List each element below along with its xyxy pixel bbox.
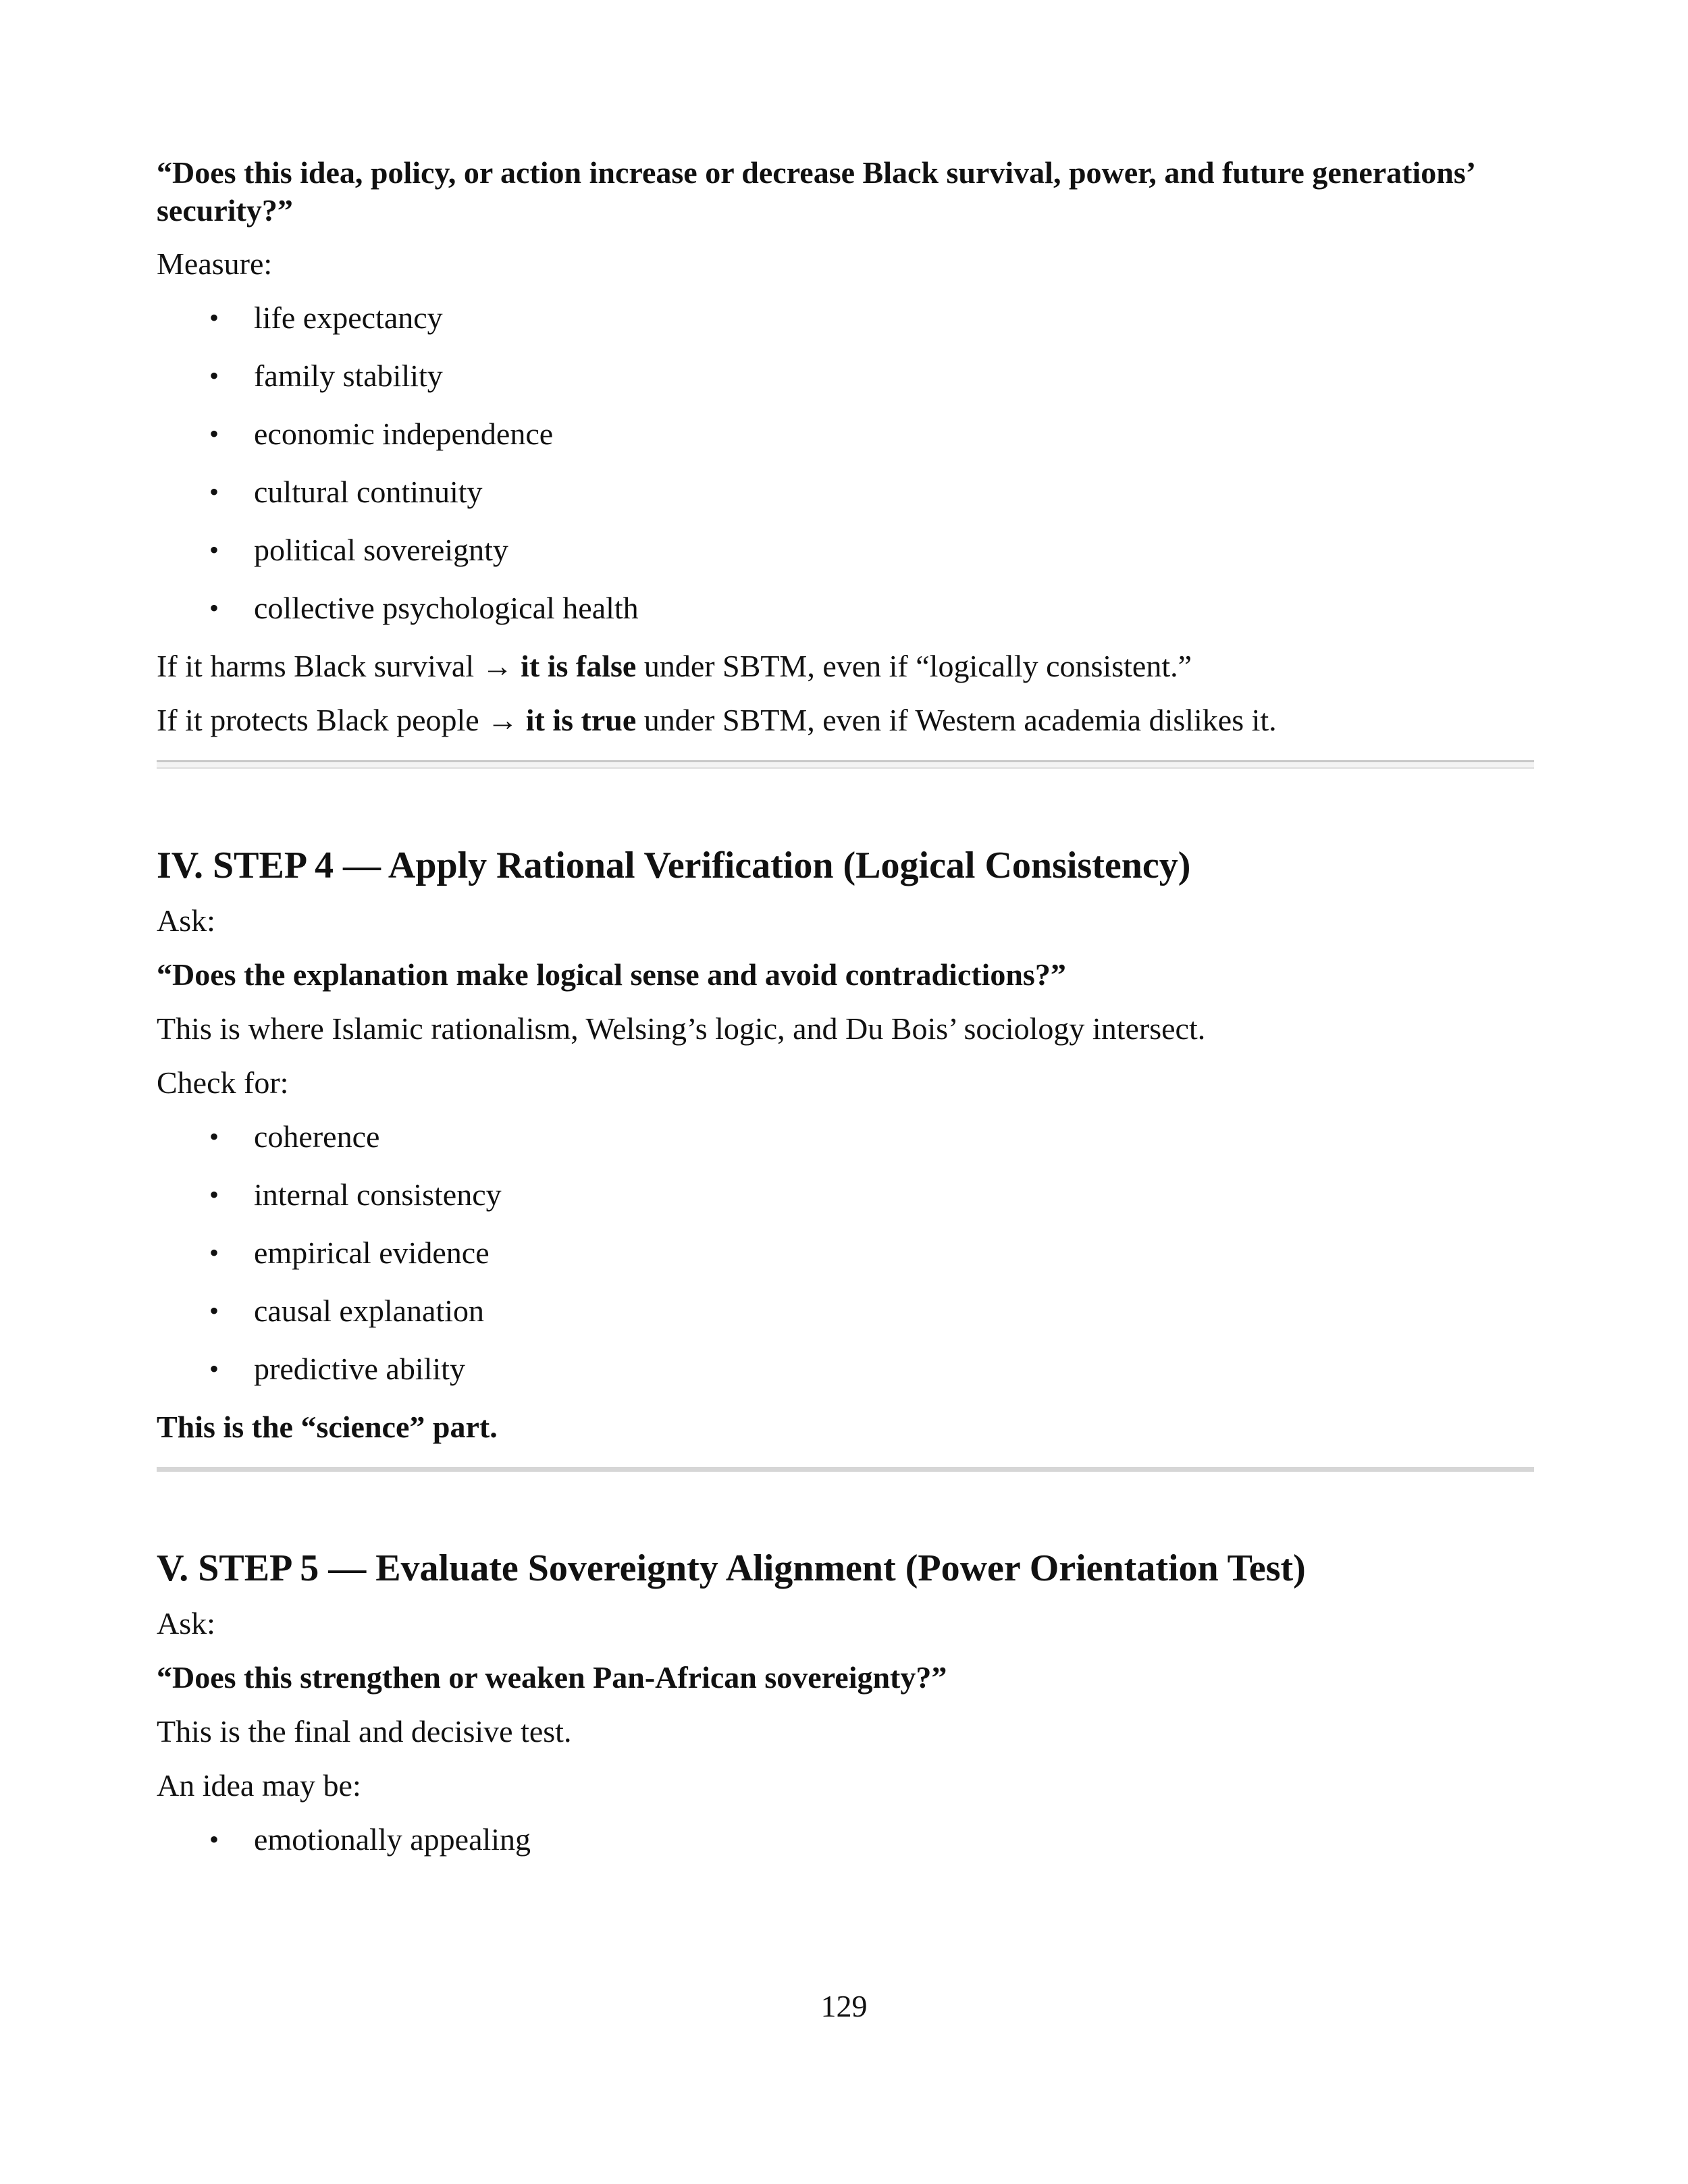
measure-label: Measure: bbox=[157, 246, 273, 281]
list-item-text: life expectancy bbox=[254, 300, 443, 335]
list-item-text: emotionally appealing bbox=[254, 1822, 531, 1857]
bullet-icon: • bbox=[209, 593, 219, 623]
step4-ask: Ask: bbox=[157, 903, 215, 938]
list-item bbox=[157, 1350, 1534, 1389]
step4-intersect: This is where Islamic rationalism, Welsing’s logic, and Du Bois’ sociology intersect. bbox=[157, 1011, 1206, 1046]
bullet-icon: • bbox=[209, 419, 219, 449]
page-number: 129 bbox=[820, 1989, 868, 2023]
list-item-text: predictive ability bbox=[254, 1352, 465, 1386]
list-item bbox=[157, 1291, 1534, 1331]
measure-list bbox=[157, 298, 1534, 628]
list-item-text: political sovereignty bbox=[254, 533, 508, 567]
bullet-icon: • bbox=[209, 361, 219, 391]
step4-closing: This is the “science” part. bbox=[157, 1410, 498, 1444]
protect-line-post: under SBTM, even if Western academia dislikes it. bbox=[636, 703, 1277, 737]
harm-line bbox=[157, 647, 1534, 686]
harm-line-post: under SBTM, even if “logically consistent.” bbox=[636, 649, 1192, 683]
protect-line-bold: it is true bbox=[525, 703, 637, 737]
page-content bbox=[157, 154, 1534, 1878]
list-item bbox=[157, 1175, 1534, 1215]
list-item-text: internal consistency bbox=[254, 1177, 502, 1212]
bullet-icon: • bbox=[209, 1179, 219, 1210]
list-item-text: cultural continuity bbox=[254, 475, 483, 509]
step5-heading: V. STEP 5 — Evaluate Sovereignty Alignment (Power Orientation Test) bbox=[157, 1547, 1306, 1589]
bullet-icon: • bbox=[209, 302, 219, 333]
harm-line-pre: If it harms Black survival → bbox=[157, 649, 521, 683]
list-item-text: economic independence bbox=[254, 417, 554, 451]
protect-line-pre: If it protects Black people → bbox=[157, 703, 526, 737]
step5-list bbox=[157, 1820, 1534, 1859]
bullet-icon: • bbox=[209, 1354, 219, 1384]
bullet-icon: • bbox=[209, 535, 219, 565]
step5-may-be: An idea may be: bbox=[157, 1768, 361, 1803]
list-item bbox=[157, 1820, 1534, 1859]
protect-line bbox=[157, 701, 1534, 740]
list-item bbox=[157, 1233, 1534, 1273]
section-divider bbox=[157, 760, 1534, 769]
bullet-icon: • bbox=[209, 477, 219, 507]
step5-final: This is the final and decisive test. bbox=[157, 1714, 572, 1749]
step5-ask: Ask: bbox=[157, 1606, 215, 1641]
bullet-icon: • bbox=[209, 1296, 219, 1326]
intro-question: “Does this idea, policy, or action increase or decrease Black survival, power, and future generations’ security?” bbox=[157, 155, 1474, 228]
step4-check-list bbox=[157, 1117, 1534, 1389]
step5-question: “Does this strengthen or weaken Pan-African sovereignty?” bbox=[157, 1660, 947, 1695]
list-item-text: coherence bbox=[254, 1119, 380, 1154]
list-item bbox=[157, 589, 1534, 628]
list-item bbox=[157, 1117, 1534, 1156]
section-divider bbox=[157, 1467, 1534, 1472]
bullet-icon: • bbox=[209, 1237, 219, 1268]
list-item bbox=[157, 356, 1534, 396]
bullet-icon: • bbox=[209, 1121, 219, 1152]
list-item bbox=[157, 473, 1534, 512]
step4-heading: IV. STEP 4 — Apply Rational Verification (Logical Consistency) bbox=[157, 845, 1191, 886]
list-item bbox=[157, 531, 1534, 570]
list-item-text: causal explanation bbox=[254, 1294, 485, 1328]
list-item bbox=[157, 415, 1534, 454]
list-item-text: collective psychological health bbox=[254, 591, 639, 625]
bullet-icon: • bbox=[209, 1824, 219, 1855]
harm-line-bold: it is false bbox=[521, 649, 637, 683]
step4-check-label: Check for: bbox=[157, 1065, 289, 1100]
list-item-text: empirical evidence bbox=[254, 1235, 490, 1270]
step4-question: “Does the explanation make logical sense and avoid contradictions?” bbox=[157, 957, 1066, 992]
list-item bbox=[157, 298, 1534, 338]
list-item-text: family stability bbox=[254, 358, 443, 393]
